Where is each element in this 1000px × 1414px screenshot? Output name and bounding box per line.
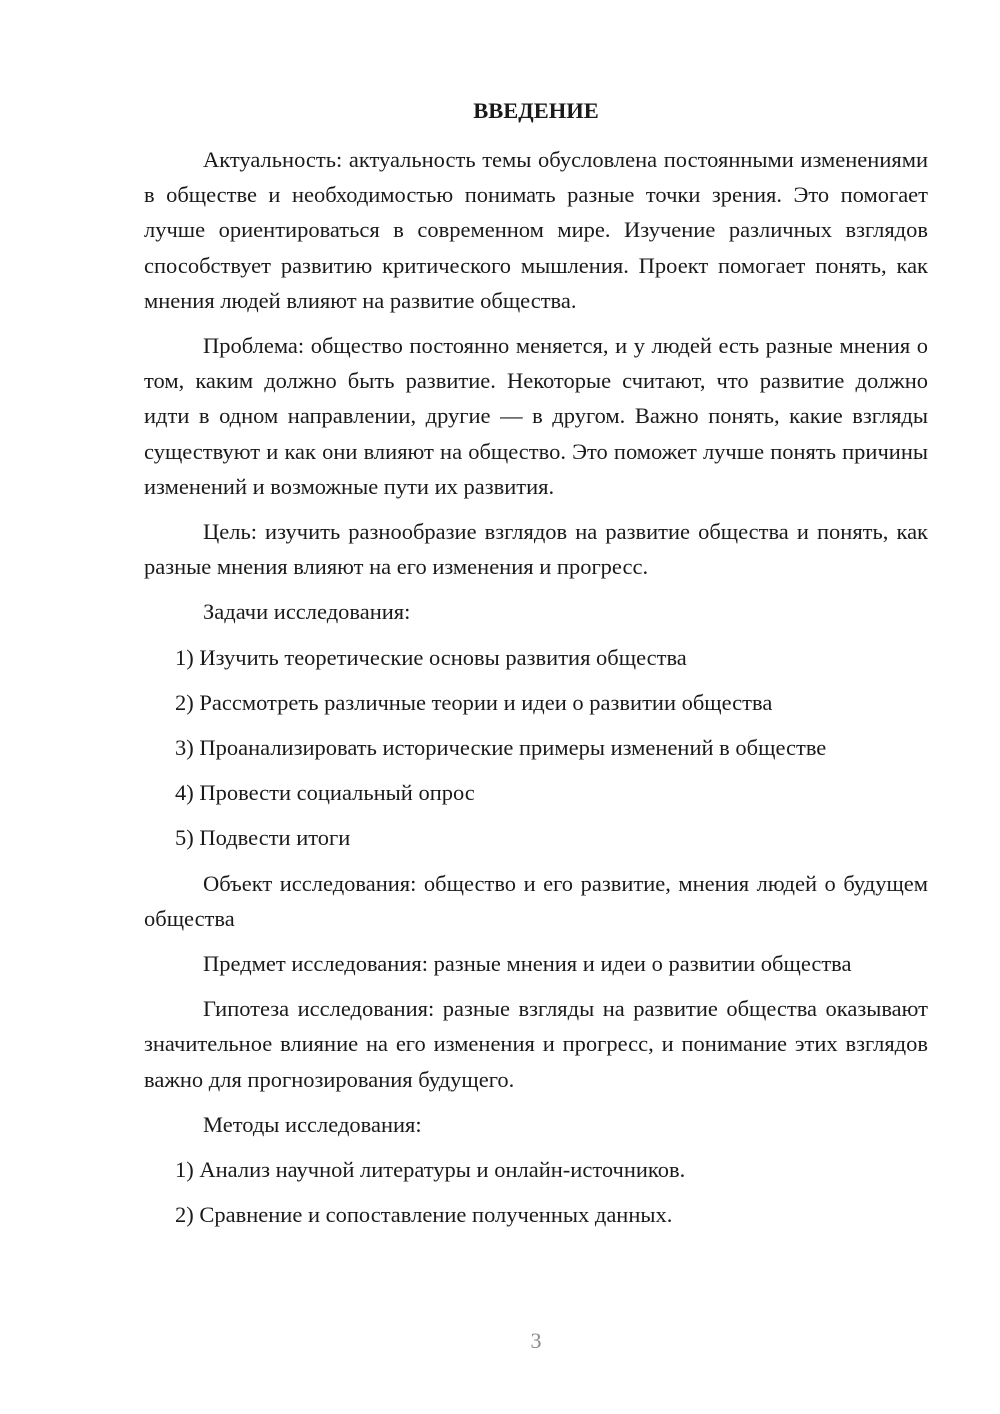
page-title: ВВЕДЕНИЕ (473, 98, 599, 123)
list-item: 5) Подвести итоги (175, 825, 351, 851)
hypothesis-paragraph: Гипотеза исследования: разные взгляды на развитие общества оказывают значительное влияние на его изменения и прогресс, и понимание этих взглядов важно для прогнозирования будущего. (144, 996, 928, 1092)
relevance-paragraph: Актуальность: актуальность темы обусловлена постоянными изменениями в обществе и необходимостью понимать разные точки зрения. Это помогает лучше ориентироваться в современном мире. Изучение различных взглядов способствует развитию критического мышления. Проект помогает понять, как мнения людей влияют на развитие общества. (144, 147, 928, 313)
problem-paragraph: Проблема: общество постоянно меняется, и у людей есть разные мнения о том, каким должно быть развитие. Некоторые считают, что развитие должно идти в одном направлении, другие — в другом. Важно понять, какие взгляды существуют и как они влияют на общество. Это поможет лучше понять причины изменений и возможные пути их развития. (144, 333, 928, 499)
list-item: 2) Сравнение и сопоставление полученных данных. (175, 1202, 673, 1228)
methods-list (144, 1152, 928, 1232)
goal-paragraph: Цель: изучить разнообразие взглядов на развитие общества и понять, как разные мнения влияют на его изменения и прогресс. (144, 519, 928, 580)
list-item: 1) Изучить теоретические основы развития общества (175, 644, 687, 670)
tasks-list (144, 640, 928, 856)
page-number: 3 (530, 1328, 542, 1353)
object-paragraph: Объект исследования: общество и его развитие, мнения людей о будущем общества (144, 870, 928, 931)
tasks-heading: Задачи исследования: (203, 599, 411, 625)
list-item: 4) Провести социальный опрос (175, 780, 475, 806)
methods-heading: Методы исследования: (203, 1111, 422, 1137)
list-item: 1) Анализ научной литературы и онлайн-источников. (175, 1157, 686, 1183)
page-content (144, 93, 928, 1242)
list-item: 2) Рассмотреть различные теории и идеи о развитии общества (175, 689, 773, 715)
list-item: 3) Проанализировать исторические примеры изменений в обществе (175, 735, 827, 761)
subject-paragraph: Предмет исследования: разные мнения и идеи о развитии общества (203, 951, 852, 977)
page-number-footer (0, 1328, 1000, 1354)
